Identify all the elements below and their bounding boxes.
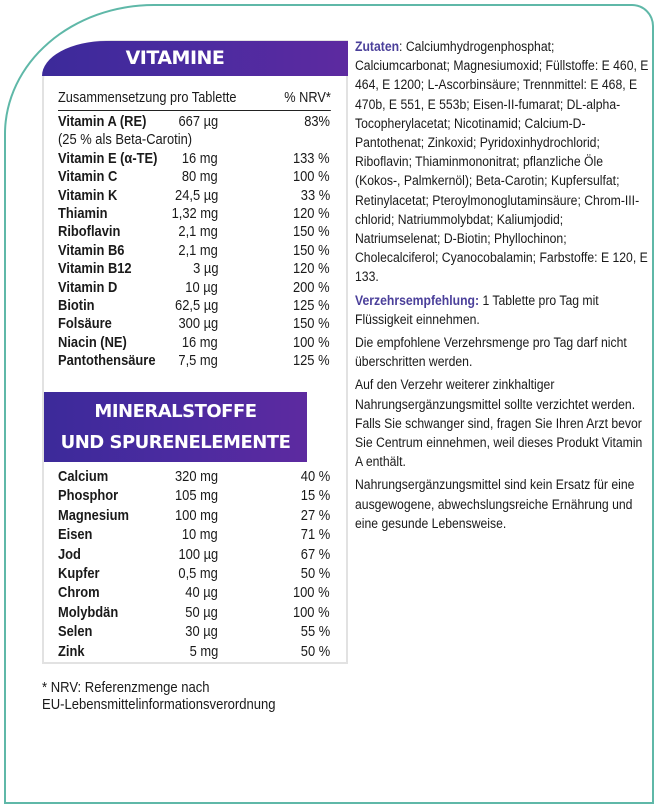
cell-amount: 1,32 mg [171, 205, 218, 222]
cell-amount: 2,1 mg [178, 223, 218, 241]
cell-nrv: 133 % [293, 149, 330, 167]
table-row [58, 604, 330, 622]
table-row [58, 223, 330, 241]
cell-amount: 40 µg [185, 584, 218, 602]
cell-nrv: 55 % [300, 623, 330, 641]
cell-name: Vitamin C [58, 168, 118, 186]
cell-amount: 320 mg [174, 468, 218, 485]
cell-name: Magnesium [58, 506, 129, 524]
cell-nrv: 50 % [300, 565, 330, 582]
table-row [58, 487, 330, 505]
cell-nrv: 125 % [293, 297, 330, 314]
cell-amount: 5 mg [189, 642, 218, 660]
cell-nrv: 150 % [293, 241, 330, 259]
note-supplement-disclaimer: Nahrungsergänzungsmittel sind kein Ersatz für eine ausgewogene, abwechslungsreiche Ernährung und eine gesunde Lebensweise. [355, 477, 635, 532]
cell-amount: 3 µg [192, 260, 218, 278]
cell-amount: 16 mg [182, 149, 218, 167]
table-row [58, 131, 330, 149]
cell-name: Chrom [58, 584, 100, 602]
header-nrv: % NRV* [284, 90, 331, 106]
cell-name: Vitamin B6 [58, 241, 125, 259]
cell-amount: 667 µg [178, 113, 218, 130]
table-row [58, 187, 330, 205]
cell-nrv: 150 % [293, 315, 330, 333]
vitamins-heading: VITAMINE [42, 41, 348, 76]
cell-amount: 62,5 µg [174, 297, 218, 314]
cell-amount: 16 mg [182, 333, 218, 351]
cell-nrv: 120 % [293, 260, 330, 278]
cell-name: Riboflavin [58, 223, 121, 241]
table-row [58, 643, 330, 661]
table-row [58, 334, 330, 352]
table-row [58, 297, 330, 315]
table-row [58, 546, 330, 564]
table-row [58, 168, 330, 186]
table-row [58, 150, 330, 168]
header-composition: Zusammensetzung pro Tablette [58, 90, 237, 106]
ingredients-label: Zutaten [355, 39, 400, 55]
cell-amount: 0,5 mg [178, 565, 218, 582]
cell-name: Vitamin E (α-TE) [58, 149, 158, 167]
cell-nrv: 15 % [300, 487, 330, 505]
cell-name: Calcium [58, 468, 109, 485]
cell-name: (25 % als Beta-Carotin) [58, 131, 193, 149]
cell-amount: 100 mg [174, 506, 218, 524]
recommendation-label: Verzehrsempfehlung: [355, 292, 480, 309]
table-row [58, 279, 330, 297]
cell-name: Pantothensäure [58, 352, 156, 370]
cell-name: Jod [58, 545, 81, 563]
cell-amount: 7,5 mg [178, 352, 218, 370]
cell-amount: 50 µg [185, 603, 218, 621]
cell-nrv: 71 % [300, 526, 330, 544]
cell-nrv: 120 % [293, 205, 330, 222]
cell-name: Eisen [58, 526, 93, 544]
cell-nrv: 27 % [300, 506, 330, 524]
cell-amount: 10 mg [182, 526, 218, 544]
cell-amount: 30 µg [185, 623, 218, 641]
cell-amount: 300 µg [178, 315, 218, 333]
table-row [58, 584, 330, 602]
note-daily-limit: Die empfohlene Verzehrsmenge pro Tag darf nicht überschritten werden. [355, 335, 627, 371]
cell-nrv: 83% [304, 113, 330, 130]
table-row [58, 205, 330, 223]
recommendation-paragraph: Verzehrsempfehlung: 1 Tablette pro Tag mit Flüssigkeit einnehmen. [355, 292, 599, 328]
table-row [58, 315, 330, 333]
cell-amount: 10 µg [185, 278, 218, 296]
cell-amount: 105 mg [174, 487, 218, 505]
cell-amount: 24,5 µg [174, 186, 218, 204]
table-row [58, 113, 330, 131]
table-row [58, 242, 330, 260]
cell-name: Niacin (NE) [58, 333, 127, 351]
cell-nrv: 150 % [293, 223, 330, 241]
table-row [58, 565, 330, 583]
cell-nrv: 50 % [300, 642, 330, 660]
table-header [58, 88, 331, 111]
cell-name: Zink [58, 642, 85, 660]
table-row [58, 526, 330, 544]
ingredients-paragraph: Zutaten: Calciumhydrogenphosphat; Calciumcarbonat; Magnesiumoxid; Füllstoffe: E 460, E 464, E 1200; L-Ascorbinsäure; Trennmittel: E 468, E 470b, E 551, E 553b; Eisen-II-fumarat; DL-alpha-Tocopherylacetat; Nicotinamid; Calcium-D-Pantothenat; Zinkoxid; Pyridoxinhydrochlorid; Riboflavin; Thiaminmononitrat; pflanzliche Öle (Kokos-, Palmkernöl); Beta-Carotin; Kupfersulfat; Retinylacetat; Pteroylmonoglutaminsäure; Chrom-III-chlorid; Natriummolybdat; Kaliumjodid; Natriumselenat; D-Biotin; Phyllochinon; Cholecalciferol; Cyanocobalamin; Farbstoffe: E 120, E 133. [355, 39, 649, 286]
cell-nrv: 100 % [293, 333, 330, 351]
cell-name: Thiamin [58, 205, 108, 222]
cell-name: Vitamin K [58, 186, 118, 204]
cell-nrv: 125 % [293, 352, 330, 370]
note-zinc-pregnancy: Auf den Verzehr weiterer zinkhaltiger Nahrungsergänzungsmittel sollte verzichtet werden. Falls Sie schwanger sind, fragen Sie Ihren Arzt bevor Sie Centrum einnehmen, weil dieses Produkt Vitamin A enthält. [355, 377, 643, 471]
cell-nrv: 100 % [293, 168, 330, 186]
nrv-footnote: * NRV: Referenzmenge nach EU-Lebensmittelinformationsverordnung [42, 680, 276, 713]
cell-name: Molybdän [58, 603, 119, 621]
cell-name: Folsäure [58, 315, 112, 333]
cell-nrv: 100 % [293, 584, 330, 602]
cell-name: Vitamin B12 [58, 260, 132, 278]
table-row [58, 352, 330, 370]
minerals-heading: MINERALSTOFFE UND SPURENELEMENTE [44, 392, 307, 462]
cell-name: Selen [58, 623, 93, 641]
table-row [58, 260, 330, 278]
cell-name: Vitamin A (RE) [58, 113, 147, 130]
table-row [58, 507, 330, 525]
product-info-column [355, 38, 652, 538]
cell-nrv: 200 % [293, 278, 330, 296]
cell-amount: 100 µg [178, 545, 218, 563]
cell-name: Vitamin D [58, 278, 118, 296]
cell-nrv: 33 % [300, 186, 330, 204]
table-row [58, 623, 330, 641]
table-row [58, 468, 330, 486]
cell-amount: 80 mg [182, 168, 218, 186]
cell-name: Phosphor [58, 487, 119, 505]
cell-name: Biotin [58, 297, 95, 314]
cell-nrv: 40 % [300, 468, 330, 485]
cell-name: Kupfer [58, 565, 100, 582]
cell-amount: 2,1 mg [178, 241, 218, 259]
cell-nrv: 100 % [293, 603, 330, 621]
cell-nrv: 67 % [300, 545, 330, 563]
